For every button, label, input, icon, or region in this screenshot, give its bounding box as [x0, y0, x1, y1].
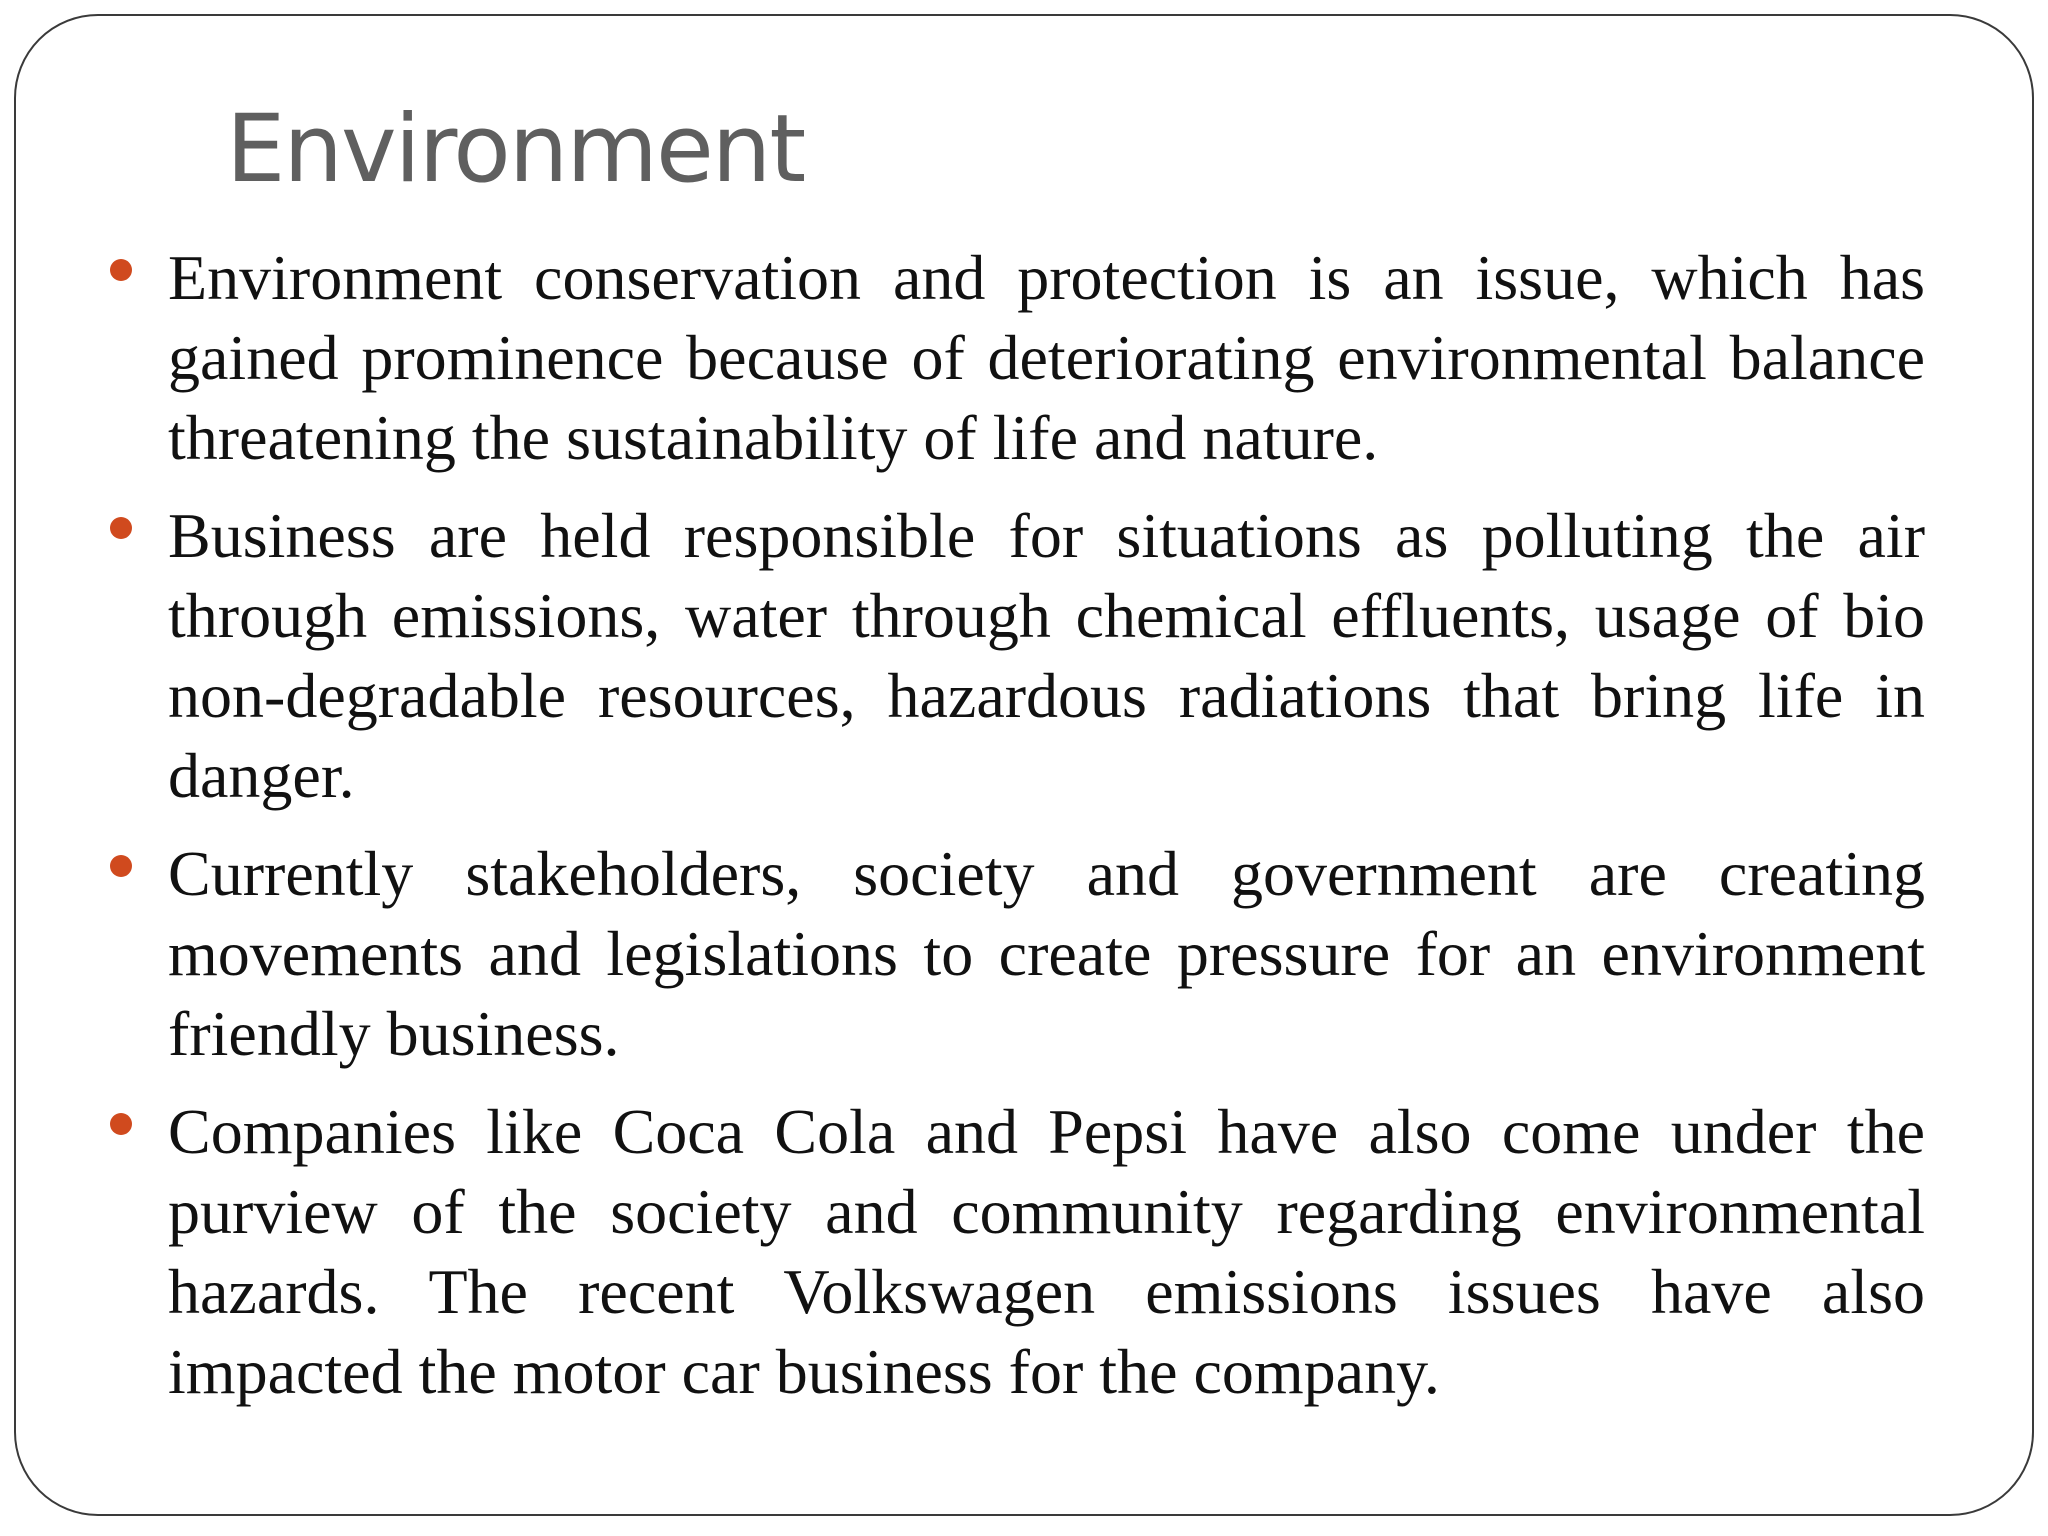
bullet-text: Business are held responsible for situations as polluting the air through emissions, water through chemical effluents, usage of bio non-degradable resources, hazardous radiations that bring life in danger. [168, 500, 1925, 811]
bullet-item [110, 496, 1925, 816]
bullet-text: Environment conservation and protection is an issue, which has gained prominence because of deteriorating environmental balance threatening the sustainability of life and nature. [168, 242, 1925, 473]
slide-title: Environment [226, 95, 805, 204]
bullet-item [110, 834, 1925, 1074]
bullet-item [110, 1092, 1925, 1412]
bullet-dot-icon [110, 517, 132, 539]
bullet-text: Currently stakeholders, society and government are creating movements and legislations to create pressure for an environment friendly business. [168, 838, 1925, 1069]
bullet-dot-icon [110, 259, 132, 281]
bullet-list [110, 238, 1925, 1430]
bullet-item [110, 238, 1925, 478]
bullet-dot-icon [110, 855, 132, 877]
bullet-dot-icon [110, 1113, 132, 1135]
bullet-text: Companies like Coca Cola and Pepsi have also come under the purview of the society and community regarding environmental hazards. The recent Volkswagen emissions issues have also impacted the motor car business for the company. [168, 1096, 1925, 1407]
